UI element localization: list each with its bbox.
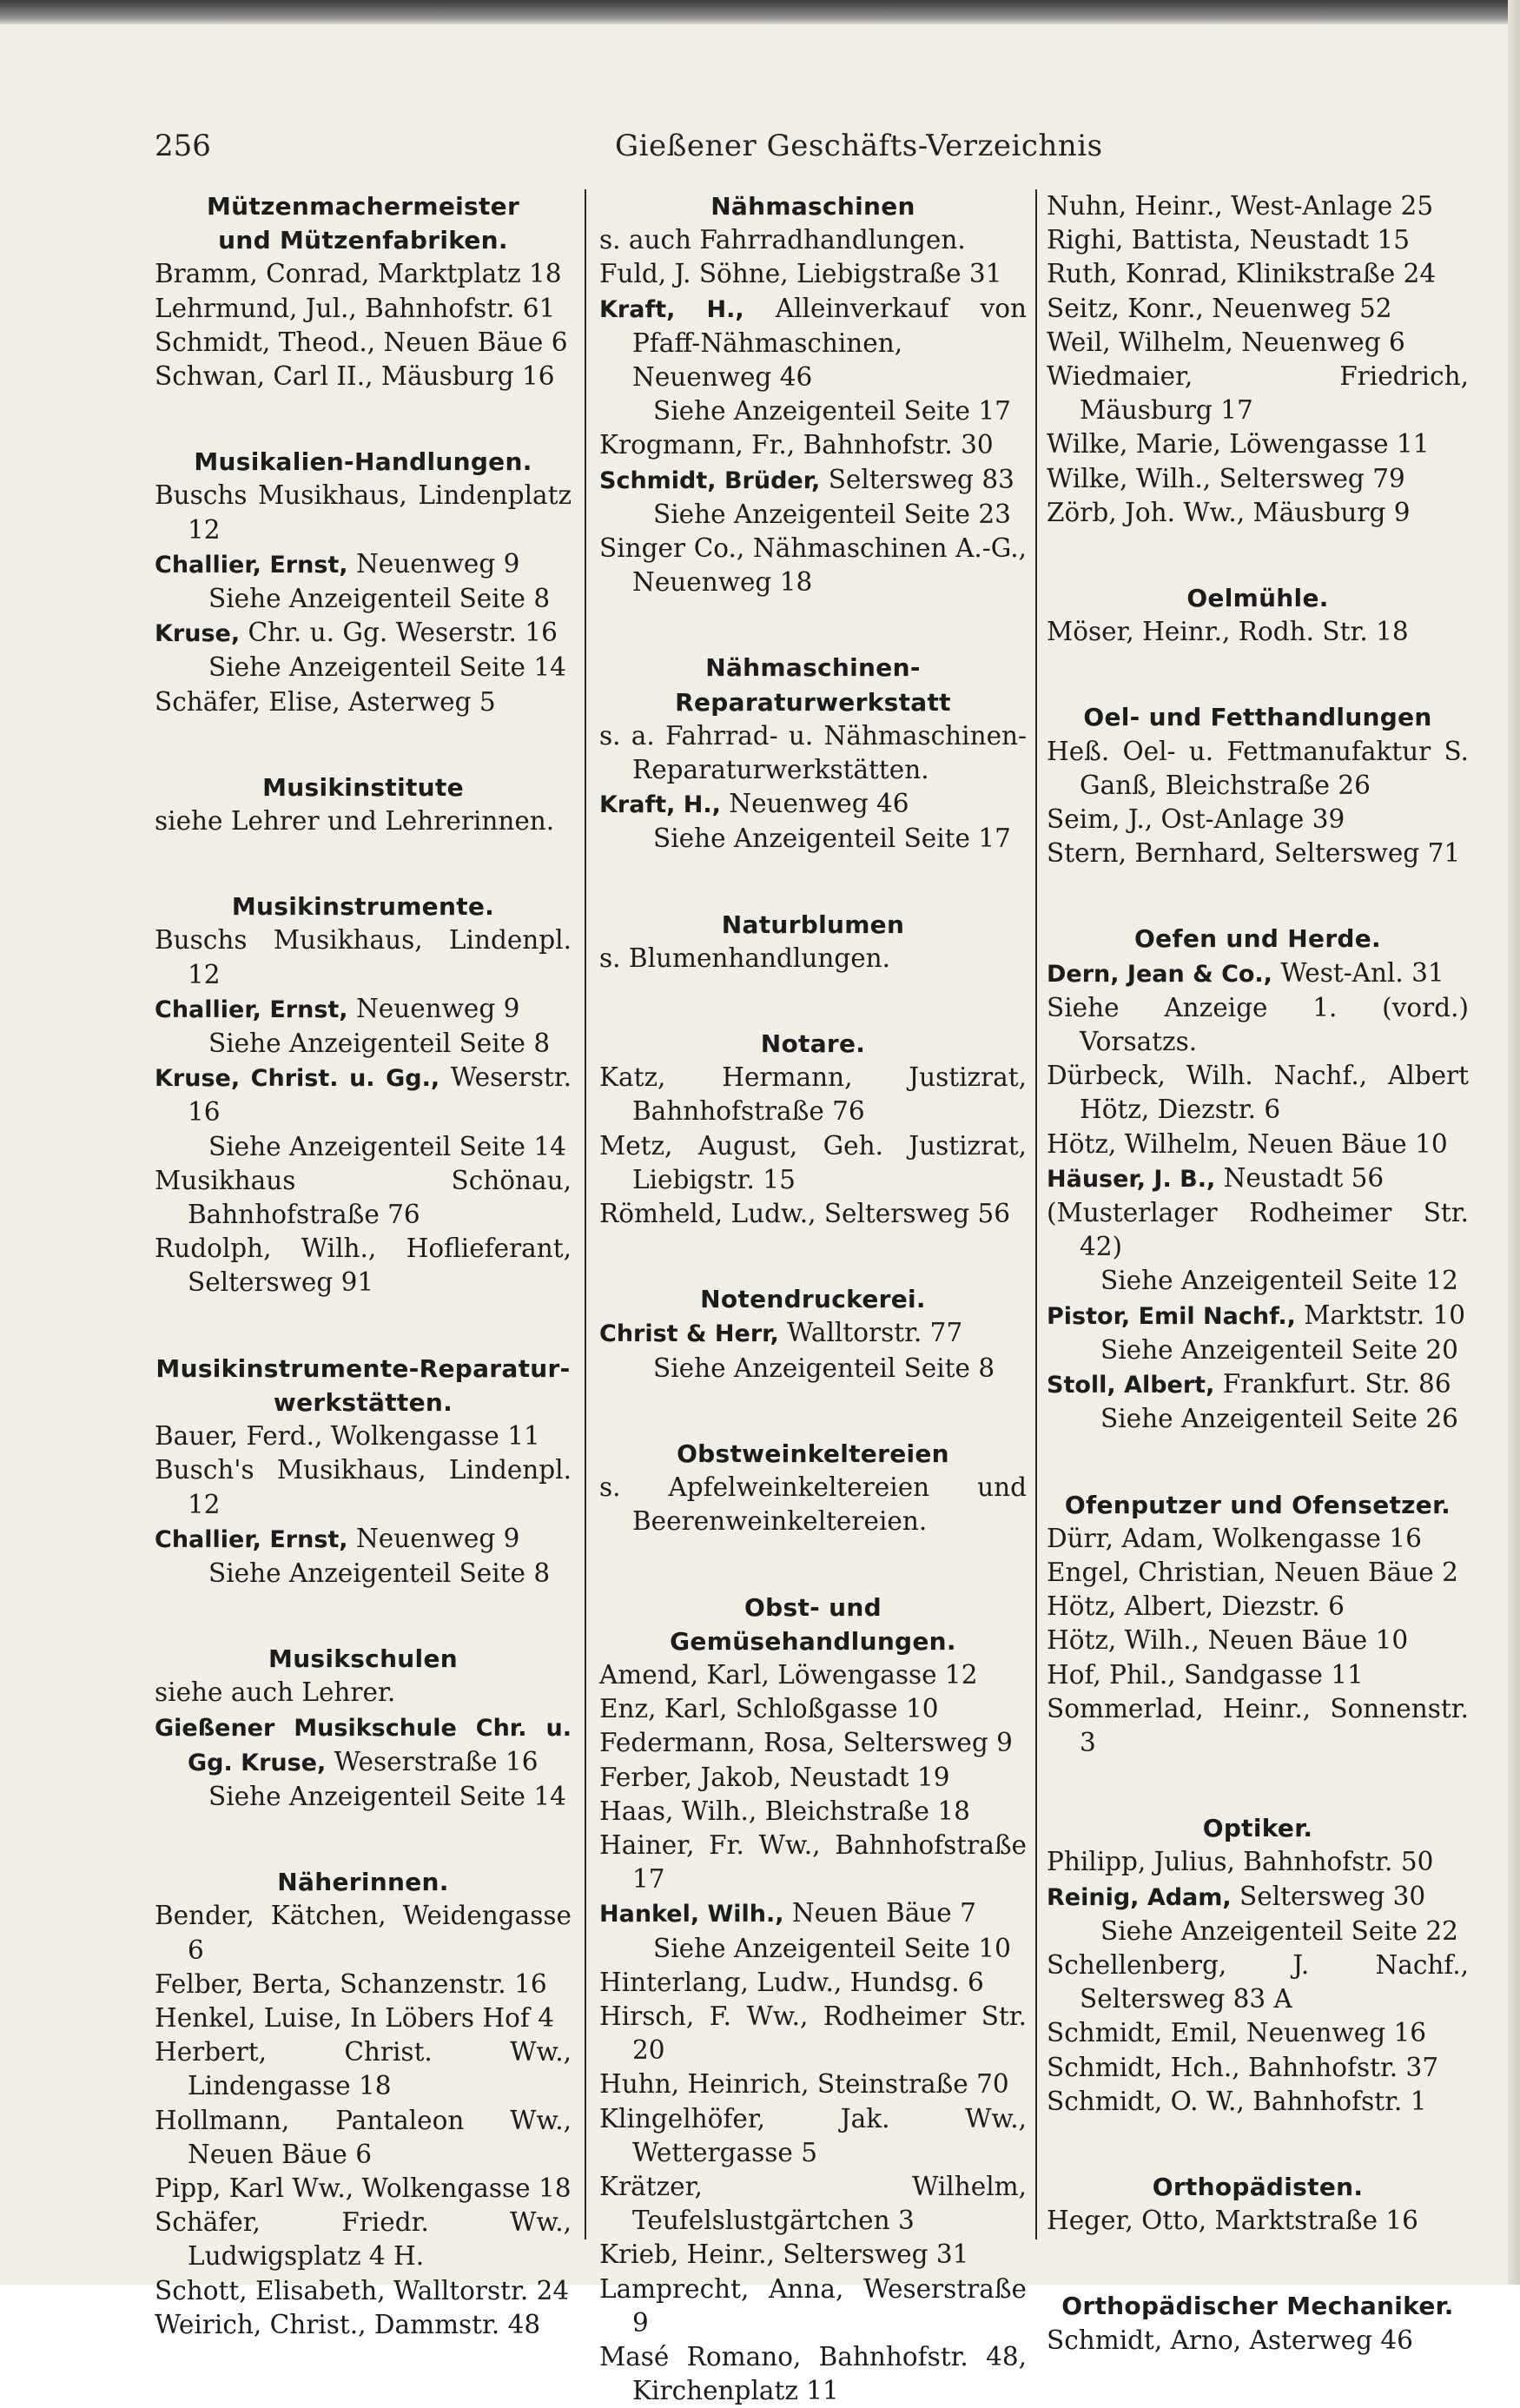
section-gap (1047, 2238, 1469, 2289)
directory-entry: Wilke, Marie, Löwengasse 11 (1047, 427, 1469, 461)
directory-entry: s. Apfelweinkeltereien und Beerenweinkeltereien. (599, 1471, 1027, 1538)
directory-section (155, 1300, 572, 1591)
directory-entry: Nuhn, Heinr., West-Anlage 25 (1047, 189, 1469, 223)
directory-entry: Kruse, Chr. u. Gg. Weserstr. 16 (155, 616, 572, 651)
directory-entry: s. a. Fahrrad- u. Nähmaschinen-Reparaturwerkstätten. (599, 719, 1027, 787)
directory-entry: Heger, Otto, Marktstraße 16 (1047, 2204, 1469, 2238)
directory-entry: (Musterlager Rodheimer Str. 42) (1047, 1196, 1469, 1264)
directory-entry: Klingelhöfer, Jak. Ww., Wettergasse 5 (599, 2102, 1027, 2170)
directory-section (599, 1386, 1027, 1539)
section-gap (155, 1814, 572, 1865)
page-number: 256 (155, 129, 211, 163)
directory-entry: Kraft, H., Neuenweg 46 (599, 787, 1027, 822)
directory-entry: Hollmann, Pantaleon Ww., Neuen Bäue 6 (155, 2104, 572, 2172)
entry-name-bold: Challier, Ernst, (155, 552, 348, 579)
directory-entry: Ruth, Konrad, Klinikstraße 24 (1047, 257, 1469, 291)
section-gap (155, 719, 572, 771)
directory-entry: s. Blumenhandlungen. (599, 942, 1027, 976)
directory-entry: Ferber, Jakob, Neustadt 19 (599, 1761, 1027, 1795)
directory-entry: Schmidt, Brüder, Seltersweg 83 (599, 463, 1027, 498)
section-gap (599, 1231, 1027, 1282)
section-gap (155, 838, 572, 890)
directory-entry: Lehrmund, Jul., Bahnhofstr. 61 (155, 292, 572, 326)
directory-entry: Stoll, Albert, Frankfurt. Str. 86 (1047, 1367, 1469, 1402)
directory-section (155, 1814, 572, 2342)
directory-entry: Philipp, Julius, Bahnhofstr. 50 (1047, 1845, 1469, 1879)
section-gap (155, 1300, 572, 1352)
directory-entry: Schellenberg, J. Nachf., Seltersweg 83 A (1047, 1948, 1469, 2016)
directory-entry: Hainer, Fr. Ww., Bahnhofstraße 17 (599, 1829, 1027, 1896)
section-heading: Musikinstrumente-Reparatur- (155, 1352, 572, 1386)
entry-name-bold: Dern, Jean & Co., (1047, 961, 1272, 988)
entry-name-bold: Reinig, Adam, (1047, 1884, 1232, 1911)
entry-name-bold: Hankel, Wilh., (599, 1901, 784, 1928)
directory-entry: Stern, Bernhard, Seltersweg 71 (1047, 837, 1469, 870)
directory-section (599, 599, 1027, 856)
directory-section (155, 189, 572, 394)
section-heading: werkstätten. (155, 1386, 572, 1419)
directory-entry: Schmidt, Theod., Neuen Bäue 6 (155, 326, 572, 360)
section-gap (1047, 1437, 1469, 1488)
entry-name-bold: Christ & Herr, (599, 1320, 779, 1347)
section-heading: Orthopädischer Mechaniker. (1047, 2289, 1469, 2323)
directory-entry: Schmidt, Hch., Bahnhofstr. 37 (1047, 2051, 1469, 2085)
section-heading: Notare. (599, 1027, 1027, 1061)
directory-entry: Hötz, Wilhelm, Neuen Bäue 10 (1047, 1128, 1469, 1161)
section-gap (599, 1539, 1027, 1591)
entry-name-bold: Kraft, H., (599, 296, 744, 323)
section-gap (155, 1591, 572, 1642)
directory-entry: Schmidt, O. W., Bahnhofstr. 1 (1047, 2085, 1469, 2119)
section-heading: Musikalien-Handlungen. (155, 445, 572, 479)
section-heading: Oefen und Herde. (1047, 922, 1469, 956)
directory-entry: Katz, Hermann, Justizrat, Bahnhofstraße 76 (599, 1061, 1027, 1128)
entry-reference: Siehe Anzeigenteil Seite 14 (155, 651, 572, 685)
directory-entry: Schäfer, Friedr. Ww., Ludwigsplatz 4 H. (155, 2206, 572, 2273)
directory-entry: Wilke, Wilh., Seltersweg 79 (1047, 462, 1469, 496)
directory-section (599, 1231, 1027, 1386)
directory-section (1047, 2119, 1469, 2238)
directory-section (1047, 530, 1469, 649)
section-gap (599, 1386, 1027, 1437)
directory-entry: Schmidt, Arno, Asterweg 46 (1047, 2324, 1469, 2358)
section-gap (155, 394, 572, 445)
directory-entry: Hötz, Wilh., Neuen Bäue 10 (1047, 1624, 1469, 1657)
directory-entry: Hinterlang, Ludw., Hundsg. 6 (599, 1966, 1027, 2000)
directory-entry: Challier, Ernst, Neuenweg 9 (155, 1522, 572, 1557)
directory-entry: Bender, Kätchen, Weidengasse 6 (155, 1899, 572, 1967)
directory-section (599, 1539, 1027, 2408)
directory-entry: Römheld, Ludw., Seltersweg 56 (599, 1197, 1027, 1231)
column-divider (1035, 189, 1037, 2239)
entry-name-bold: Challier, Ernst, (155, 996, 348, 1023)
directory-entry: Hötz, Albert, Diezstr. 6 (1047, 1590, 1469, 1624)
entry-reference: Siehe Anzeigenteil Seite 12 (1047, 1264, 1469, 1298)
directory-entry: Krieb, Heinr., Seltersweg 31 (599, 2238, 1027, 2272)
directory-entry: siehe auch Lehrer. (155, 1676, 572, 1710)
section-heading: Musikschulen (155, 1642, 572, 1676)
directory-entry: Bauer, Ferd., Wolkengasse 11 (155, 1419, 572, 1453)
directory-entry: Dürr, Adam, Wolkengasse 16 (1047, 1522, 1469, 1556)
scan-right-edge (1508, 0, 1520, 2285)
directory-entry: Metz, August, Geh. Justizrat, Liebigstr. 15 (599, 1129, 1027, 1197)
entry-name-bold: Häuser, J. B., (1047, 1166, 1215, 1193)
section-gap (599, 857, 1027, 908)
directory-section (1047, 1760, 1469, 2119)
column-divider (585, 189, 586, 2239)
directory-entry: Schmidt, Emil, Neuenweg 16 (1047, 2016, 1469, 2050)
column-3 (1047, 189, 1469, 2257)
directory-section (1047, 870, 1469, 1436)
section-heading: Nähmaschinen (599, 189, 1027, 223)
section-heading: Nähmaschinen- (599, 651, 1027, 685)
directory-entry: Federmann, Rosa, Seltersweg 9 (599, 1726, 1027, 1760)
directory-section (1047, 1437, 1469, 1761)
running-title: Gießener Geschäfts-Verzeichnis (615, 129, 1103, 163)
directory-entry: Busch's Musikhaus, Lindenpl. 12 (155, 1453, 572, 1521)
directory-entry: Righi, Battista, Neustadt 15 (1047, 223, 1469, 257)
directory-entry: s. auch Fahrradhandlungen. (599, 223, 1027, 257)
directory-entry: Dürbeck, Wilh. Nachf., Albert Hötz, Diezstr. 6 (1047, 1059, 1469, 1127)
directory-entry: Pipp, Karl Ww., Wolkengasse 18 (155, 2172, 572, 2206)
directory-entry: Herbert, Christ. Ww., Lindengasse 18 (155, 2035, 572, 2103)
section-heading: Obst- und Gemüsehandlungen. (599, 1591, 1027, 1658)
directory-entry: Rudolph, Wilh., Hoflieferant, Seltersweg 91 (155, 1232, 572, 1300)
directory-section (155, 838, 572, 1300)
section-heading: Mützenmachermeister (155, 189, 572, 223)
entry-name-bold: Stoll, Albert, (1047, 1372, 1214, 1399)
directory-entry: Schott, Elisabeth, Walltorstr. 24 (155, 2274, 572, 2308)
section-heading: Näherinnen. (155, 1865, 572, 1899)
entry-name-bold: Challier, Ernst, (155, 1526, 348, 1553)
directory-entry: Wiedmaier, Friedrich, Mäusburg 17 (1047, 360, 1469, 427)
directory-entry: Schwan, Carl II., Mäusburg 16 (155, 360, 572, 394)
section-heading: Musikinstrumente. (155, 890, 572, 923)
directory-section (155, 394, 572, 719)
entry-name-bold: Kruse, (155, 620, 240, 647)
directory-entry: Enz, Karl, Schloßgasse 10 (599, 1692, 1027, 1726)
entry-reference: Siehe Anzeigenteil Seite 8 (155, 1027, 572, 1061)
section-heading: Reparaturwerkstatt (599, 685, 1027, 719)
directory-entry: Kraft, H., Alleinverkauf von Pfaff-Nähmaschinen, Neuenweg 46 (599, 292, 1027, 395)
entry-reference: Siehe Anzeigenteil Seite 17 (599, 394, 1027, 428)
entry-name-bold: Schmidt, Brüder, (599, 467, 820, 494)
entry-reference: Siehe Anzeigenteil Seite 22 (1047, 1915, 1469, 1948)
directory-entry: Reinig, Adam, Seltersweg 30 (1047, 1880, 1469, 1915)
directory-section (599, 857, 1027, 976)
directory-section (1047, 649, 1469, 870)
entry-name-bold: Kruse, Christ. u. Gg., (155, 1065, 439, 1092)
section-heading: Naturblumen (599, 908, 1027, 942)
section-heading: Musikinstitute (155, 771, 572, 804)
directory-entry: Henkel, Luise, In Löbers Hof 4 (155, 2001, 572, 2035)
directory-section (1047, 189, 1469, 530)
entry-reference: Siehe Anzeigenteil Seite 17 (599, 822, 1027, 856)
directory-entry: Häuser, J. B., Neustadt 56 (1047, 1161, 1469, 1196)
directory-section (599, 976, 1027, 1231)
directory-entry: Siehe Anzeige 1. (vord.) Vorsatzs. (1047, 991, 1469, 1059)
directory-entry: Hirsch, F. Ww., Rodheimer Str. 20 (599, 2000, 1027, 2067)
directory-entry: Christ & Herr, Walltorstr. 77 (599, 1316, 1027, 1351)
directory-entry: Singer Co., Nähmaschinen A.-G., Neuenweg 18 (599, 532, 1027, 599)
directory-entry: Felber, Berta, Schanzenstr. 16 (155, 1968, 572, 2001)
directory-entry: Seim, J., Ost-Anlage 39 (1047, 803, 1469, 837)
section-gap (1047, 870, 1469, 922)
entry-name-bold: Gießener Musikschule Chr. u. Gg. Kruse, (155, 1715, 572, 1776)
directory-entry: Krogmann, Fr., Bahnhofstr. 30 (599, 428, 1027, 462)
entry-name-bold: Pistor, Emil Nachf., (1047, 1303, 1296, 1330)
section-heading: Obstweinkeltereien (599, 1437, 1027, 1471)
entry-reference: Siehe Anzeigenteil Seite 14 (155, 1780, 572, 1814)
entry-reference: Siehe Anzeigenteil Seite 10 (599, 1932, 1027, 1966)
entry-reference: Siehe Anzeigenteil Seite 8 (155, 582, 572, 616)
section-gap (599, 599, 1027, 651)
directory-entry: Zörb, Joh. Ww., Mäusburg 9 (1047, 496, 1469, 530)
section-heading: und Mützenfabriken. (155, 223, 572, 257)
directory-entry: Kruse, Christ. u. Gg., Weserstr. 16 (155, 1061, 572, 1129)
directory-section (155, 1591, 572, 1814)
directory-entry: Dern, Jean & Co., West-Anl. 31 (1047, 956, 1469, 991)
directory-entry: Gießener Musikschule Chr. u. Gg. Kruse, Weserstraße 16 (155, 1710, 572, 1780)
directory-entry: Sommerlad, Heinr., Sonnenstr. 3 (1047, 1692, 1469, 1760)
entry-reference: Siehe Anzeigenteil Seite 23 (599, 498, 1027, 532)
entry-reference: Siehe Anzeigenteil Seite 20 (1047, 1333, 1469, 1367)
section-heading: Orthopädisten. (1047, 2170, 1469, 2204)
directory-entry: Seitz, Konr., Neuenweg 52 (1047, 292, 1469, 326)
scan-top-edge (0, 0, 1520, 24)
directory-entry: Lamprecht, Anna, Weserstraße 9 (599, 2272, 1027, 2340)
directory-entry: Musikhaus Schönau, Bahnhofstraße 76 (155, 1164, 572, 1232)
directory-entry: Pistor, Emil Nachf., Marktstr. 10 (1047, 1299, 1469, 1333)
directory-entry: Hankel, Wilh., Neuen Bäue 7 (599, 1896, 1027, 1931)
directory-entry: siehe Lehrer und Lehrerinnen. (155, 804, 572, 838)
page-header (155, 123, 1457, 172)
section-gap (1047, 1760, 1469, 1811)
entry-reference: Siehe Anzeigenteil Seite 26 (1047, 1402, 1469, 1436)
entry-reference: Siehe Anzeigenteil Seite 8 (155, 1557, 572, 1591)
directory-entry: Masé Romano, Bahnhofstr. 48, Kirchenplatz 11 (599, 2340, 1027, 2408)
column-1 (155, 189, 572, 2257)
directory-entry: Haas, Wilh., Bleichstraße 18 (599, 1795, 1027, 1829)
directory-entry: Buschs Musikhaus, Lindenplatz 12 (155, 479, 572, 546)
directory-entry: Bramm, Conrad, Marktplatz 18 (155, 257, 572, 291)
directory-entry: Engel, Christian, Neuen Bäue 2 (1047, 1556, 1469, 1590)
directory-entry: Weirich, Christ., Dammstr. 48 (155, 2308, 572, 2342)
section-gap (1047, 2119, 1469, 2170)
directory-entry: Challier, Ernst, Neuenweg 9 (155, 547, 572, 582)
column-2 (599, 189, 1027, 2257)
directory-entry: Heß. Oel- u. Fettmanufaktur S. Ganß, Bleichstraße 26 (1047, 735, 1469, 803)
directory-entry: Weil, Wilhelm, Neuenweg 6 (1047, 326, 1469, 360)
section-gap (599, 976, 1027, 1027)
section-gap (1047, 530, 1469, 581)
directory-entry: Challier, Ernst, Neuenweg 9 (155, 992, 572, 1027)
entry-name-bold: Kraft, H., (599, 791, 721, 818)
section-heading: Oel- und Fetthandlungen (1047, 700, 1469, 734)
entry-reference: Siehe Anzeigenteil Seite 8 (599, 1352, 1027, 1386)
directory-entry: Schäfer, Elise, Asterweg 5 (155, 685, 572, 719)
directory-entry: Huhn, Heinrich, Steinstraße 70 (599, 2067, 1027, 2101)
directory-entry: Buschs Musikhaus, Lindenpl. 12 (155, 923, 572, 991)
directory-entry: Amend, Karl, Löwengasse 12 (599, 1658, 1027, 1692)
section-heading: Optiker. (1047, 1811, 1469, 1845)
directory-section (1047, 2238, 1469, 2357)
directory-entry: Hof, Phil., Sandgasse 11 (1047, 1658, 1469, 1692)
directory-section (599, 189, 1027, 599)
directory-entry: Krätzer, Wilhelm, Teufelslustgärtchen 3 (599, 2170, 1027, 2238)
section-heading: Oelmühle. (1047, 581, 1469, 615)
directory-section (155, 719, 572, 838)
directory-entry: Fuld, J. Söhne, Liebigstraße 31 (599, 257, 1027, 291)
section-heading: Notendruckerei. (599, 1282, 1027, 1316)
section-heading: Ofenputzer und Ofensetzer. (1047, 1488, 1469, 1522)
section-gap (1047, 649, 1469, 700)
entry-reference: Siehe Anzeigenteil Seite 14 (155, 1130, 572, 1164)
directory-entry: Möser, Heinr., Rodh. Str. 18 (1047, 615, 1469, 649)
